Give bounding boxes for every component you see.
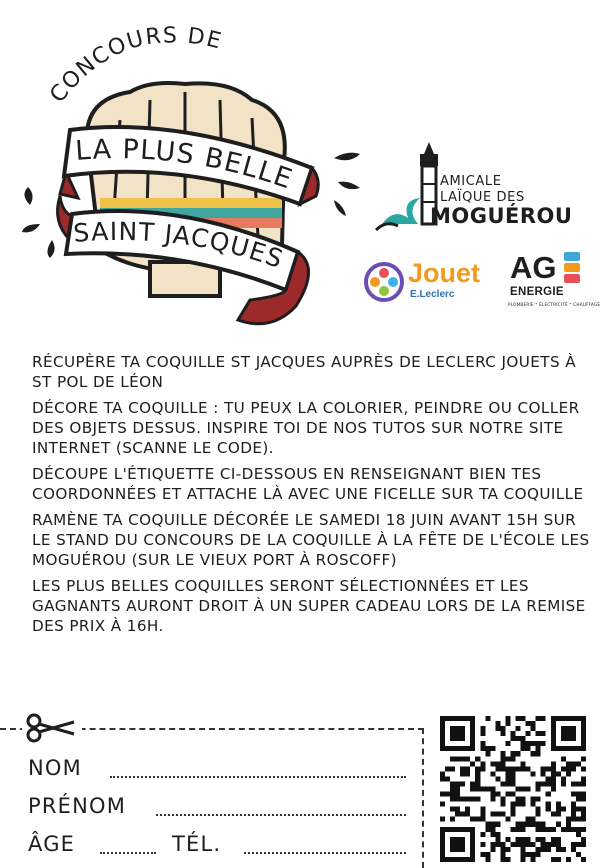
- field-nom-label: NOM: [28, 756, 82, 780]
- field-prenom-line[interactable]: [156, 814, 406, 816]
- ag-mark: AG: [510, 250, 557, 285]
- title-lettering: [0, 0, 372, 340]
- title-ribbon-top: LA PLUS BELLE: [74, 134, 297, 196]
- field-prenom-label: PRÉNOM: [28, 794, 127, 818]
- field-tel-line[interactable]: [244, 852, 406, 854]
- field-tel-label: TÉL.: [172, 832, 222, 856]
- amicale-line-2: LAÏQUE DES: [440, 190, 525, 205]
- title-ribbon-bottom: SAINT JACQUES: [72, 216, 288, 275]
- scissors-icon: [22, 712, 82, 744]
- instruction-3: DÉCOUPE L'ÉTIQUETTE CI-DESSOUS EN RENSEIGNANT BIEN TES COORDONNÉES ET ATTACHE LÀ AVEC UNE FICELLE SUR TA COQUILLE: [32, 465, 584, 503]
- instruction-4: RAMÈNE TA COQUILLE DÉCORÉE LE SAMEDI 18 JUIN AVANT 15H SUR LE STAND DU CONCOURS DE LA COQUILLE À LA FÊTE DE L'ÉCOLE LES MOGUÉROU (SUR LE VIEUX PORT À ROSCOFF): [32, 511, 590, 569]
- ag-wordmark: ENERGIE: [510, 286, 564, 298]
- field-age-line[interactable]: [100, 852, 156, 854]
- instruction-5: LES PLUS BELLES COQUILLES SERONT SÉLECTIONNÉES ET LES GAGNANTS AURONT DROIT À UN SUPER CADEAU LORS DE LA REMISE DES PRIX À 16H.: [32, 577, 586, 635]
- instructions: [32, 352, 592, 642]
- jouet-wordmark: Jouet: [408, 258, 481, 288]
- field-age-label: ÂGE: [28, 832, 76, 856]
- jouet-flower-icon: [364, 262, 404, 302]
- jouet-leclerc-logo: [364, 256, 504, 310]
- title-prefix: CONCOURS DE: [45, 23, 225, 108]
- ag-tagline: PLOMBERIE * ÉLECTRICITÉ * CHAUFFAGE: [508, 302, 601, 307]
- field-nom-line[interactable]: [110, 776, 406, 778]
- amicale-logo: [372, 140, 602, 240]
- ag-energie-logo: [508, 250, 608, 312]
- instruction-2: DÉCORE TA COQUILLE : TU PEUX LA COLORIER, PEINDRE OU COLLER DES OBJETS DESSUS. INSPIRE TOI DE NOS TUTOS SUR NOTRE SITE INTERNET (SCANNE LE CODE).: [32, 399, 580, 457]
- amicale-line-1: AMICALE: [440, 174, 502, 189]
- instruction-1: RÉCUPÈRE TA COQUILLE ST JACQUES AUPRÈS DE LECLERC JOUETS À ST POL DE LÉON: [32, 353, 577, 391]
- leclerc-wordmark: E.Leclerc: [410, 289, 455, 300]
- amicale-line-3: MOGUÉROU: [430, 204, 573, 228]
- qr-code[interactable]: [440, 716, 586, 862]
- ag-service-icons: [564, 252, 582, 284]
